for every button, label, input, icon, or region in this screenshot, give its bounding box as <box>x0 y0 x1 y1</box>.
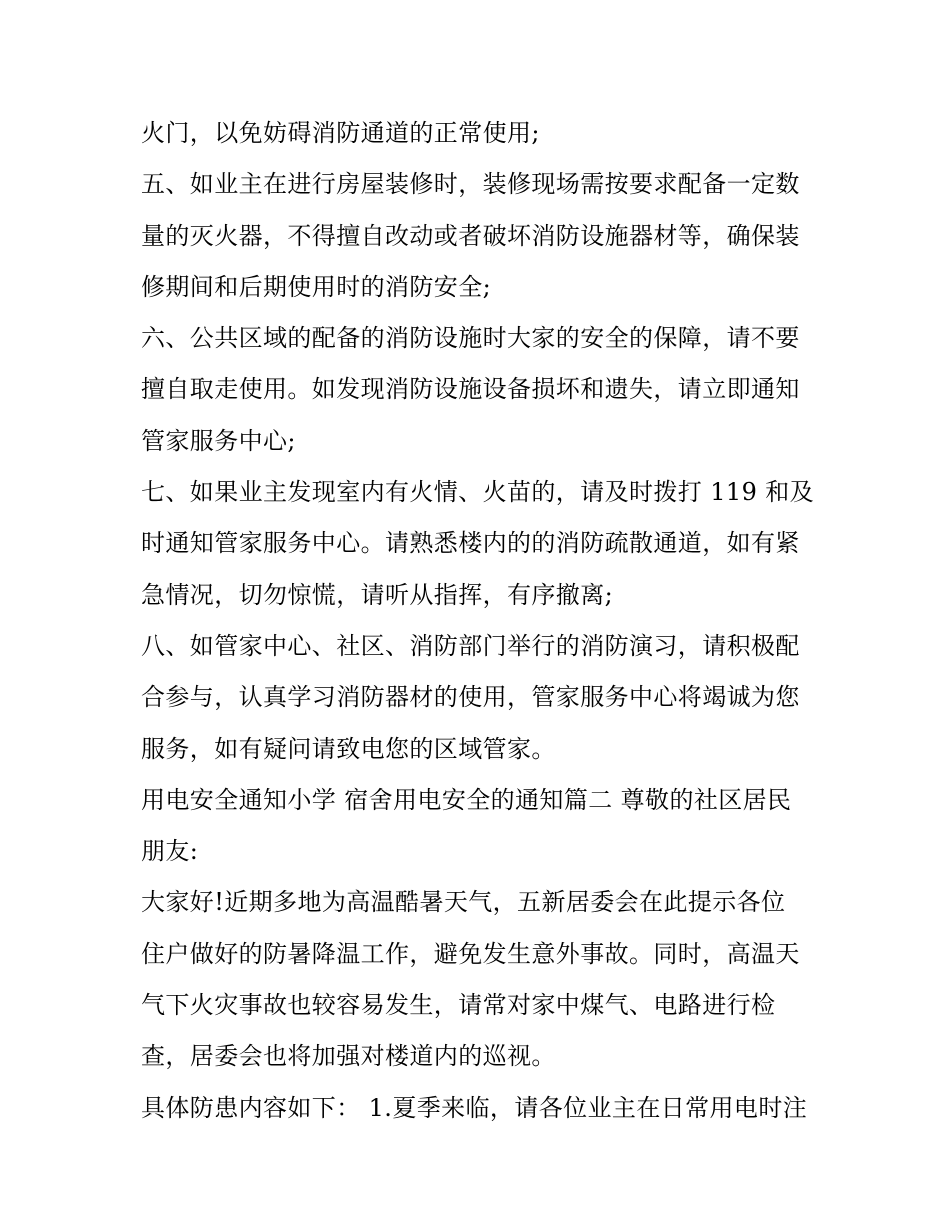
text-line: 住户做好的防暑降温工作，避免发生意外事故。同时，高温天 <box>141 939 800 968</box>
text-line: 修期间和后期使用时的消防安全; <box>141 272 492 301</box>
text-line: 擅自取走使用。如发现消防设施设备损坏和遗失，请立即通知 <box>141 375 800 404</box>
text-line: 量的灭火器，不得擅自改动或者破坏消防设施器材等，确保装 <box>141 221 800 250</box>
body-text <box>141 108 821 1134</box>
text-line: 用电安全通知小学 宿舍用电安全的通知篇二 尊敬的社区居民 <box>141 785 792 814</box>
text-line: 朋友: <box>141 837 199 866</box>
text-line: 五、如业主在进行房屋装修时，装修现场需按要求配备一定数 <box>141 170 800 199</box>
text-line: 服务，如有疑问请致电您的区域管家。 <box>141 734 556 763</box>
text-line: 具体防患内容如下： 1.夏季来临，请各位业主在日常用电时注 <box>141 1093 808 1122</box>
text-line: 急情况，切勿惊慌，请听从指挥，有序撤离; <box>141 580 614 609</box>
text-line: 合参与，认真学习消防器材的使用，管家服务中心将竭诚为您 <box>141 683 800 712</box>
text-line: 查，居委会也将加强对楼道内的巡视。 <box>141 1042 556 1071</box>
text-line: 八、如管家中心、社区、消防部门举行的消防演习，请积极配 <box>141 631 800 660</box>
text-line: 管家服务中心; <box>141 426 296 455</box>
text-line: 气下火灾事故也较容易发生，请常对家中煤气、电路进行检 <box>141 991 776 1020</box>
text-line: 七、如果业主发现室内有火情、火苗的，请及时拨打 119 和及 <box>141 478 815 507</box>
text-line: 六、公共区域的配备的消防设施时大家的安全的保障，请不要 <box>141 324 800 353</box>
text-line: 火门，以免妨碍消防通道的正常使用; <box>141 119 540 147</box>
text-line: 时通知管家服务中心。请熟悉楼内的的消防疏散通道，如有紧 <box>141 529 800 558</box>
text-line: 大家好!近期多地为高温酷暑天气，五新居委会在此提示各位 <box>141 888 786 917</box>
